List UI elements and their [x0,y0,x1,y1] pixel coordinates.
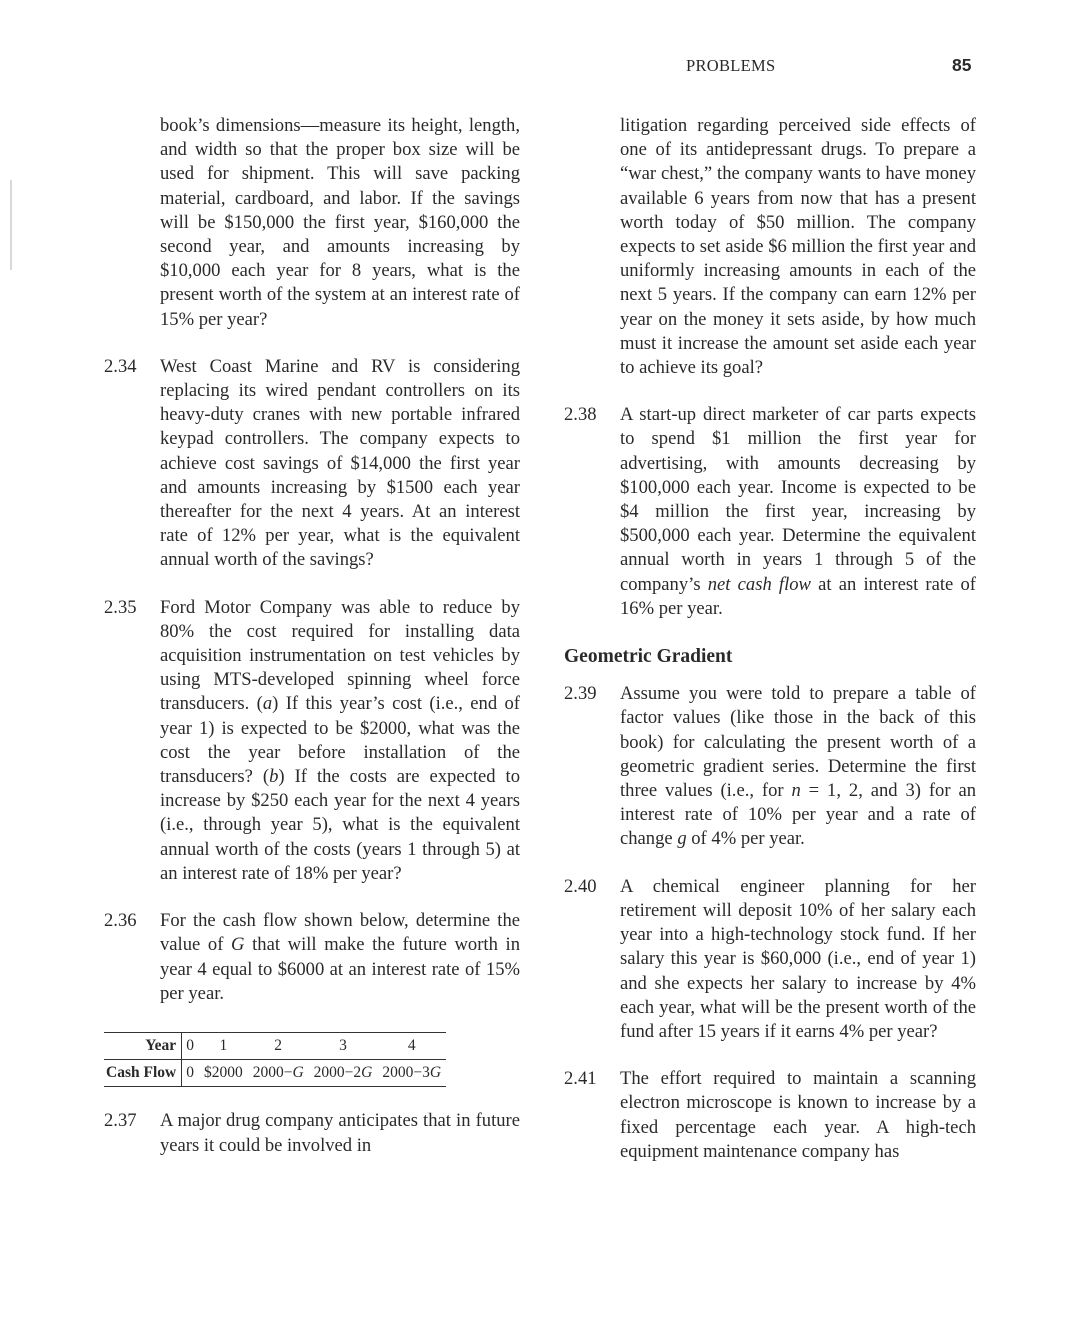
problem-2-37 [104,1109,520,1157]
cell-text: 2000−2 [313,1064,362,1082]
table-row-year [104,1032,446,1059]
problem-2-36 [104,909,520,1006]
problem-number: 2.41 [564,1068,597,1090]
table-cell [377,1060,446,1087]
problem-2-34 [104,355,520,573]
table-cell [248,1060,309,1087]
problem-number: 2.36 [104,910,137,932]
problem-text: A chemical engineer planning for her retirement will deposit 10% of her salary each year into a high-technology stock fund. If her salary this year is $60,000 (i.e., end of year 1) and she expects her salary to increase by 4% each year, what will be the present worth of the fund after 15 years if it earns 4% per year? [620,875,976,1042]
problem-text-part: Ford Motor Company was able to reduce by 80% the cost required for installing data acquisition instrumentation on test vehicles by using MTS-developed spinning wheel force transducers. ( [160,596,520,715]
problem-2-37-continued: litigation regarding perceived side effects of one of its antidepressant drugs. To prepare a “war chest,” the company wants to have money available 6 years from now that has a present worth today of $50 million. The company expects to set aside $6 million the first year and uniformly increasing amounts in each of the next 5 years. If the company can earn 12% per year on the money it sets aside, by how much must it increase the amount set aside each year to achieve its goal? [620,115,976,379]
problem-text-part: A start-up direct marketer of car parts expects to spend $1 million the first year for advertising, with amounts decreasing by $100,000 each year. Income is expected to be $4 million the first year, increasing by $500,000 each year. Determine the equivalent annual worth in years 1 through 5 of the company’s [620,404,976,595]
row-label-cash-flow: Cash Flow [104,1060,182,1087]
cell-text: 2000− [252,1064,293,1082]
cell-text: 2000−3 [382,1064,430,1082]
problem-2-40 [564,875,976,1044]
left-column [104,114,520,1181]
problem-text: West Coast Marine and RV is considering replacing its wired pendant controllers on its heavy-duty cranes with new portable infrared keypad controllers. The company expects to achieve cost savings of $14,000 the first year and amounts increasing by $1500 each year thereafter for the next 4 years. At an interest rate of 12% per year, what is the equivalent annual worth of the savings? [160,355,520,571]
cash-flow-table [104,1032,446,1087]
table-cell: 0 [182,1032,199,1059]
problem-text-part: Assume you were told to prepare a table of factor values (like those in the back of this book) for calculating the present worth of a geometric gradient series. Determine the first three values (i.e., for [620,683,976,802]
variable-G: G [361,1064,373,1082]
problem-text-part: ) If the costs are expected to increase by $250 each year for the next 4 years (i.e., through year 5), what is the equivalent annual worth of the costs (years 1 through 5) at an interest rate of 18% per year? [160,766,520,884]
page-number: 85 [952,55,972,75]
problem-number: 2.35 [104,596,137,618]
table-cell: 0 [182,1060,199,1087]
problem-text [620,682,976,851]
table-cell: 1 [199,1032,248,1059]
table-cell [309,1060,378,1087]
problem-text [160,596,520,886]
problem-text-part: that will make the future worth in year 4 equal to $6000 at an interest rate of 15% per year. [160,934,520,1004]
problem-number: 2.38 [564,404,597,426]
problem-text-part: = 1, 2, and 3) for an interest rate of 10% per year and a rate of change [620,780,976,850]
problem-text-part: For the cash flow shown below, determine the value of [160,910,520,956]
problem-text-part: of 4% per year. [686,828,805,850]
section-heading: Geometric Gradient [564,646,733,668]
table-cell: 2 [248,1032,309,1059]
problem-text: The effort required to maintain a scanning electron microscope is known to increase by a fixed percentage each year. A high-tech equipment maintenance company has [620,1068,976,1162]
problem-number: 2.37 [104,1110,137,1132]
part-label-a: a [262,693,273,715]
variable-n: n [791,780,801,802]
problem-number: 2.34 [104,355,137,377]
problem-text: A major drug company anticipates that in future years it could be involved in [160,1110,520,1156]
variable-G: G [231,934,245,956]
problem-2-35 [104,596,520,886]
table-cell: 3 [309,1032,378,1059]
table-cell: $2000 [199,1060,248,1087]
problem-text [620,403,976,621]
problem-2-33-continued: book’s dimensions—measure its height, length, and width so that the proper box size will be used for shipment. This will save packing material, cardboard, and labor. If the savings will be $150,000 the first year, $160,000 the second year, and amounts increasing by $10,000 each year for 8 years, what is the present worth of the system at an interest rate of 15% per year? [160,115,520,330]
right-column [564,114,976,1187]
table-row-cash-flow [104,1060,446,1087]
problem-text-part: at an interest rate of 16% per year. [620,573,976,619]
part-label-b: b [269,766,279,788]
running-header-title: PROBLEMS [686,56,776,75]
variable-G: G [292,1064,304,1082]
problem-number: 2.39 [564,683,597,705]
scan-gutter-shadow [10,180,12,270]
problem-text-part: ) If this year’s cost (i.e., end of year 1) is expected to be $2000, what was the cost the year before installation of the transducers? ( [160,693,520,788]
problem-number: 2.40 [564,875,597,897]
problem-2-41 [564,1067,976,1164]
problem-2-38 [564,403,976,621]
emphasis-net-cash-flow: net cash flow [707,573,811,595]
problem-text [160,909,520,1006]
table-cell: 4 [377,1032,446,1059]
running-header [0,56,1090,80]
row-label-year: Year [104,1032,182,1059]
problem-2-39 [564,682,976,851]
variable-g: g [677,828,687,850]
variable-G: G [429,1064,442,1082]
